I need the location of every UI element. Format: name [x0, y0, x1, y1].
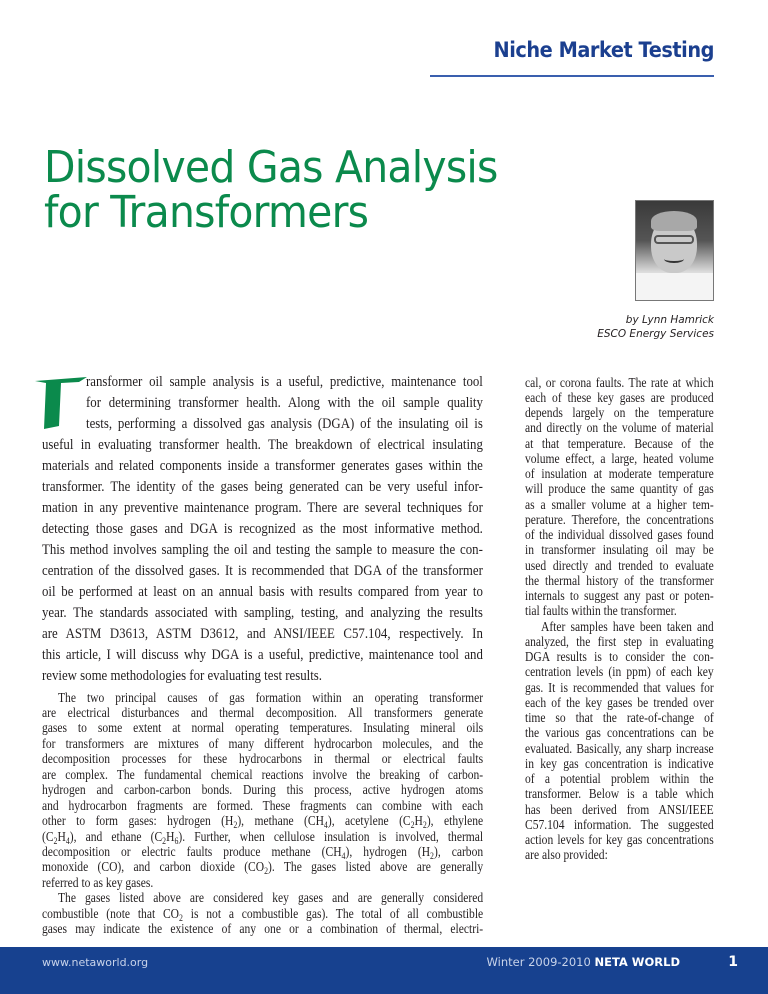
text-line: for transformers are mixtures of many different hydrocarbon molecules, and the [42, 735, 484, 751]
text-line: are also provided: [525, 847, 608, 863]
text-line: volume effect, a large, heated volume [525, 450, 714, 466]
text-line: will produce the same quantity of gas [525, 481, 714, 497]
text-line: has been derived from ANSI/IEEE [525, 801, 714, 817]
text-line: the various gas concentrations can be [525, 725, 714, 741]
text-line: tial faults within the transformer. [525, 603, 677, 619]
author-name: by Lynn Hamrick [625, 314, 714, 326]
text-line: of insulation at moderate temperature [525, 466, 714, 481]
subscript: 2 [233, 819, 238, 830]
website-link[interactable]: www.netaworld.org [42, 956, 149, 969]
subscript: 2 [162, 835, 167, 846]
text-line: The two principal causes of gas formation within an operating transformer [57, 689, 484, 705]
text-line: gas. It is recommended that values for [525, 679, 714, 695]
publication-name: NETA WORLD [594, 955, 680, 969]
text-line: useful in evaluating transformer health. The breakdown of electrical insulating [42, 436, 483, 453]
text-line: other to form gases: hydrogen $(H_2)$, methane $(CH_4)$, acetylene $(C_2H_2)$, ethylene [42, 813, 484, 830]
subscript: 2 [430, 850, 434, 861]
text-line: mation in any preventive maintenance program. There are several techniques for [42, 499, 483, 516]
title-line: Dissolved Gas Analysis [44, 142, 498, 193]
text-line: each of these key gases are produced [525, 389, 714, 405]
text-line: ransformer oil sample analysis is a useful, predictive, maintenance tool [86, 373, 483, 390]
text-line: are electrical disturbances and thermal decomposition. All transformers generate [42, 704, 484, 720]
text-line: evaluated. Basically, any sharp increase [525, 740, 714, 756]
title-line: for Transformers [44, 187, 369, 238]
text-line: combustible (note that $CO_2$ is not a combustible gas). The total of all combustible [42, 905, 484, 923]
text-line: of the individual dissolved gases found [525, 527, 714, 542]
text-line: depends largely on the temperature [525, 405, 714, 420]
subscript: 2 [179, 912, 183, 923]
section-header: Niche Market Testing [493, 38, 714, 62]
text-line: each of the key gases be trended over [525, 694, 714, 710]
text-line: oil be performed at least on an annual basis with results compared from year to [42, 583, 483, 600]
text-line: decomposition or electric faults produce methane $(CH_4)$, hydrogen $(H_2)$, carbon [42, 844, 484, 861]
text-line: materials and related components inside a transformer generates gases within the [42, 457, 483, 474]
issue-date: Winter 2009-2010 [486, 955, 591, 969]
text-line: detecting those gases and DGA is recognized as the most informative method. [42, 520, 483, 537]
text-line: are complex. The fundamental chemical reactions involve the breaking of carbon- [42, 766, 484, 782]
text-line: DGA results is to consider the con- [525, 649, 714, 664]
text-line: The gases listed above are considered key gases and are generally considered [57, 890, 484, 906]
text-line: used directly and trended to evaluate [525, 557, 714, 573]
intro-paragraph [42, 372, 483, 687]
subscript: 2 [53, 835, 58, 846]
text-line: perature. Therefore, the concentrations [525, 511, 714, 527]
text-line: hydrogen and carbon-carbon bonds. During this process, active hydrogen atoms [42, 782, 484, 798]
author-company: ESCO Energy Services [597, 328, 714, 340]
text-line: analyzed, the first step in evaluating [525, 633, 714, 649]
text-line: tests, performing a dissolved gas analysis (DGA) of the insulating oil is [86, 415, 483, 432]
text-line: as a smaller volume at a higher tem- [525, 496, 714, 512]
text-line: transformer. The identity of the gases being generated can be very useful infor- [42, 478, 483, 495]
issue-label [487, 955, 680, 969]
text-line: review some methodologies for evaluating test results. [42, 667, 322, 684]
text-line: This method involves sampling the oil and testing the sample to measure the con- [42, 541, 483, 558]
right-column-body [525, 375, 714, 863]
text-line: for determining transformer health. Along with the oil sample quality [86, 394, 483, 411]
byline [597, 313, 714, 341]
text-line: monoxide (CO), and carbon dioxide $(CO_2)$. The gases listed above are generally [42, 859, 484, 877]
text-line: centration of the dissolved gases. It is recommended that DGA of the transformer [42, 562, 483, 579]
text-line: gases to some extent at normal operating temperatures. Insulating mineral oils [42, 720, 484, 736]
text-line: transformer. Below is a table which [525, 786, 714, 802]
footer-bar [0, 947, 768, 994]
page-number: 1 [728, 954, 738, 970]
text-line: time so that the rate-of-change of [525, 710, 714, 725]
subscript: 4 [65, 835, 70, 846]
text-line: and hydrocarbon fragments are formed. These fragments can combine with each [42, 797, 484, 813]
text-line: cal, or corona faults. The rate at which [525, 374, 714, 390]
subscript: 2 [410, 819, 415, 830]
text-line: action levels for key gas concentrations [525, 832, 714, 847]
text-line: at that temperature. Because of the [525, 435, 714, 451]
text-line: gases may indicate the existence of any one or a combination of thermal, electri- [42, 921, 484, 937]
subscript: 4 [341, 850, 346, 861]
text-line: of a potential problem within the [525, 771, 714, 786]
article-title [44, 142, 498, 238]
text-line: referred to as key gases. [42, 874, 154, 890]
subscript: 2 [264, 866, 269, 877]
text-line: C57.104 information. The suggested [525, 816, 714, 832]
author-photo [635, 200, 714, 301]
text-line: in key gas concentration is indicative [525, 755, 714, 771]
subscript: 6 [174, 835, 179, 846]
text-line: the thermal history of the transformer [525, 572, 714, 588]
text-line: are ASTM D3613, ASTM D3612, and ANSI/IEEE C57.104, respectively. In [42, 625, 483, 642]
text-line: centration levels (in ppm) of each key [525, 664, 714, 680]
header-rule [430, 75, 714, 77]
text-line: $(C_2H_4)$, and ethane $(C_2H_6)$. Further, when cellulose insulation is involved, thermal [42, 828, 484, 846]
subscript: 4 [323, 819, 328, 830]
text-line: decomposition processes for these hydrocarbons in thermal or electrical faults [42, 751, 484, 767]
text-line: internals to suggest any past or poten- [525, 588, 714, 603]
text-line: year. The standards associated with sampling, testing, and analyzing the results [42, 604, 483, 621]
text-line: and directly on the volume of material [525, 420, 714, 436]
text-line: this article, I will discuss why DGA is a useful, predictive, maintenance tool and [42, 646, 483, 663]
subscript: 2 [422, 819, 427, 830]
left-column-body [42, 690, 483, 937]
text-line: After samples have been taken and [540, 618, 714, 634]
text-line: in transformer insulating oil may be [525, 542, 714, 558]
